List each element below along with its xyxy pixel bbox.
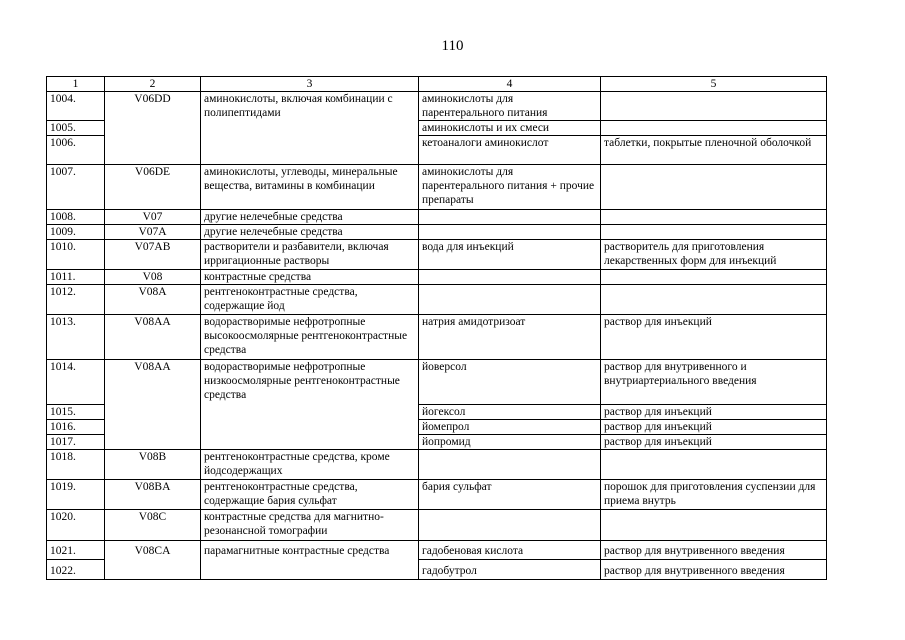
atc-code: V06DD xyxy=(105,92,201,165)
dosage-form xyxy=(601,285,827,315)
column-header: 1 xyxy=(47,77,105,92)
atc-code: V08BA xyxy=(105,480,201,510)
column-header: 3 xyxy=(201,77,419,92)
row-number: 1006. xyxy=(47,136,105,165)
row-number: 1021. xyxy=(47,541,105,560)
drug-name: йопромид xyxy=(419,435,601,450)
table-row xyxy=(47,92,827,121)
row-number: 1019. xyxy=(47,480,105,510)
table-row xyxy=(47,240,827,270)
column-header: 5 xyxy=(601,77,827,92)
dosage-form xyxy=(601,270,827,285)
dosage-form xyxy=(601,165,827,210)
atc-code: V08CA xyxy=(105,541,201,580)
atc-code: V07 xyxy=(105,210,201,225)
group-name: растворители и разбавители, включая ирригационные растворы xyxy=(201,240,419,270)
row-number: 1016. xyxy=(47,420,105,435)
dosage-form xyxy=(601,121,827,136)
drug-name: йоверсол xyxy=(419,360,601,405)
dosage-form: порошок для приготовления суспензии для приема внутрь xyxy=(601,480,827,510)
column-header: 4 xyxy=(419,77,601,92)
group-name: водорастворимые нефротропные низкоосмолярные рентгеноконтрастные средства xyxy=(201,360,419,450)
row-number: 1022. xyxy=(47,560,105,580)
dosage-form: раствор для инъекций xyxy=(601,435,827,450)
drug-name xyxy=(419,225,601,240)
row-number: 1007. xyxy=(47,165,105,210)
group-name: другие нелечебные средства xyxy=(201,210,419,225)
row-number: 1012. xyxy=(47,285,105,315)
dosage-form xyxy=(601,92,827,121)
atc-code: V08AA xyxy=(105,360,201,450)
dosage-form: таблетки, покрытые пленочной оболочкой xyxy=(601,136,827,165)
dosage-form: раствор для внутривенного введения xyxy=(601,541,827,560)
dosage-form xyxy=(601,210,827,225)
header-row xyxy=(47,77,827,92)
column-header: 2 xyxy=(105,77,201,92)
group-name: контрастные средства xyxy=(201,270,419,285)
dosage-form: раствор для инъекций xyxy=(601,420,827,435)
drug-name: вода для инъекций xyxy=(419,240,601,270)
table-row xyxy=(47,510,827,541)
atc-code: V08B xyxy=(105,450,201,480)
table-row xyxy=(47,360,827,405)
table-row xyxy=(47,165,827,210)
dosage-form xyxy=(601,510,827,541)
row-number: 1015. xyxy=(47,405,105,420)
dosage-form: раствор для инъекций xyxy=(601,405,827,420)
row-number: 1009. xyxy=(47,225,105,240)
atc-code: V08 xyxy=(105,270,201,285)
table-row xyxy=(47,270,827,285)
drug-name: йогексол xyxy=(419,405,601,420)
drug-name: аминокислоты и их смеси xyxy=(419,121,601,136)
row-number: 1020. xyxy=(47,510,105,541)
table-row xyxy=(47,541,827,560)
row-number: 1004. xyxy=(47,92,105,121)
table-row xyxy=(47,210,827,225)
row-number: 1008. xyxy=(47,210,105,225)
row-number: 1018. xyxy=(47,450,105,480)
row-number: 1014. xyxy=(47,360,105,405)
drug-name: аминокислоты для парентерального питания + прочие препараты xyxy=(419,165,601,210)
group-name: водорастворимые нефротропные высокоосмолярные рентгеноконтрастные средства xyxy=(201,315,419,360)
drug-name: гадобутрол xyxy=(419,560,601,580)
row-number: 1005. xyxy=(47,121,105,136)
atc-code: V08AA xyxy=(105,315,201,360)
dosage-form xyxy=(601,450,827,480)
table-row xyxy=(47,225,827,240)
group-name: аминокислоты, углеводы, минеральные вещества, витамины в комбинации xyxy=(201,165,419,210)
table-row xyxy=(47,315,827,360)
row-number: 1017. xyxy=(47,435,105,450)
atc-code: V08C xyxy=(105,510,201,541)
group-name: аминокислоты, включая комбинации с полипептидами xyxy=(201,92,419,165)
drug-name: гадобеновая кислота xyxy=(419,541,601,560)
dosage-form xyxy=(601,225,827,240)
row-number: 1013. xyxy=(47,315,105,360)
atc-code: V07A xyxy=(105,225,201,240)
group-name: парамагнитные контрастные средства xyxy=(201,541,419,580)
drug-name xyxy=(419,210,601,225)
atc-code: V07AB xyxy=(105,240,201,270)
drug-name xyxy=(419,270,601,285)
group-name: другие нелечебные средства xyxy=(201,225,419,240)
atc-code: V06DE xyxy=(105,165,201,210)
table-row xyxy=(47,480,827,510)
drug-name: кетоаналоги аминокислот xyxy=(419,136,601,165)
dosage-form: раствор для внутривенного и внутриартериального введения xyxy=(601,360,827,405)
group-name: контрастные средства для магнитно-резонансной томографии xyxy=(201,510,419,541)
table-row xyxy=(47,285,827,315)
page-number: 110 xyxy=(441,38,464,54)
dosage-form: раствор для инъекций xyxy=(601,315,827,360)
table-row xyxy=(47,450,827,480)
group-name: рентгеноконтрастные средства, содержащие йод xyxy=(201,285,419,315)
drug-name xyxy=(419,450,601,480)
drug-name xyxy=(419,510,601,541)
drug-name: йомепрол xyxy=(419,420,601,435)
row-number: 1010. xyxy=(47,240,105,270)
group-name: рентгеноконтрастные средства, содержащие бария сульфат xyxy=(201,480,419,510)
group-name: рентгеноконтрастные средства, кроме йодсодержащих xyxy=(201,450,419,480)
dosage-form: растворитель для приготовления лекарственных форм для инъекций xyxy=(601,240,827,270)
row-number: 1011. xyxy=(47,270,105,285)
drug-name: аминокислоты для парентерального питания xyxy=(419,92,601,121)
atc-code: V08A xyxy=(105,285,201,315)
dosage-form: раствор для внутривенного введения xyxy=(601,560,827,580)
drug-table xyxy=(46,76,827,580)
drug-name: натрия амидотризоат xyxy=(419,315,601,360)
drug-name: бария сульфат xyxy=(419,480,601,510)
drug-name xyxy=(419,285,601,315)
